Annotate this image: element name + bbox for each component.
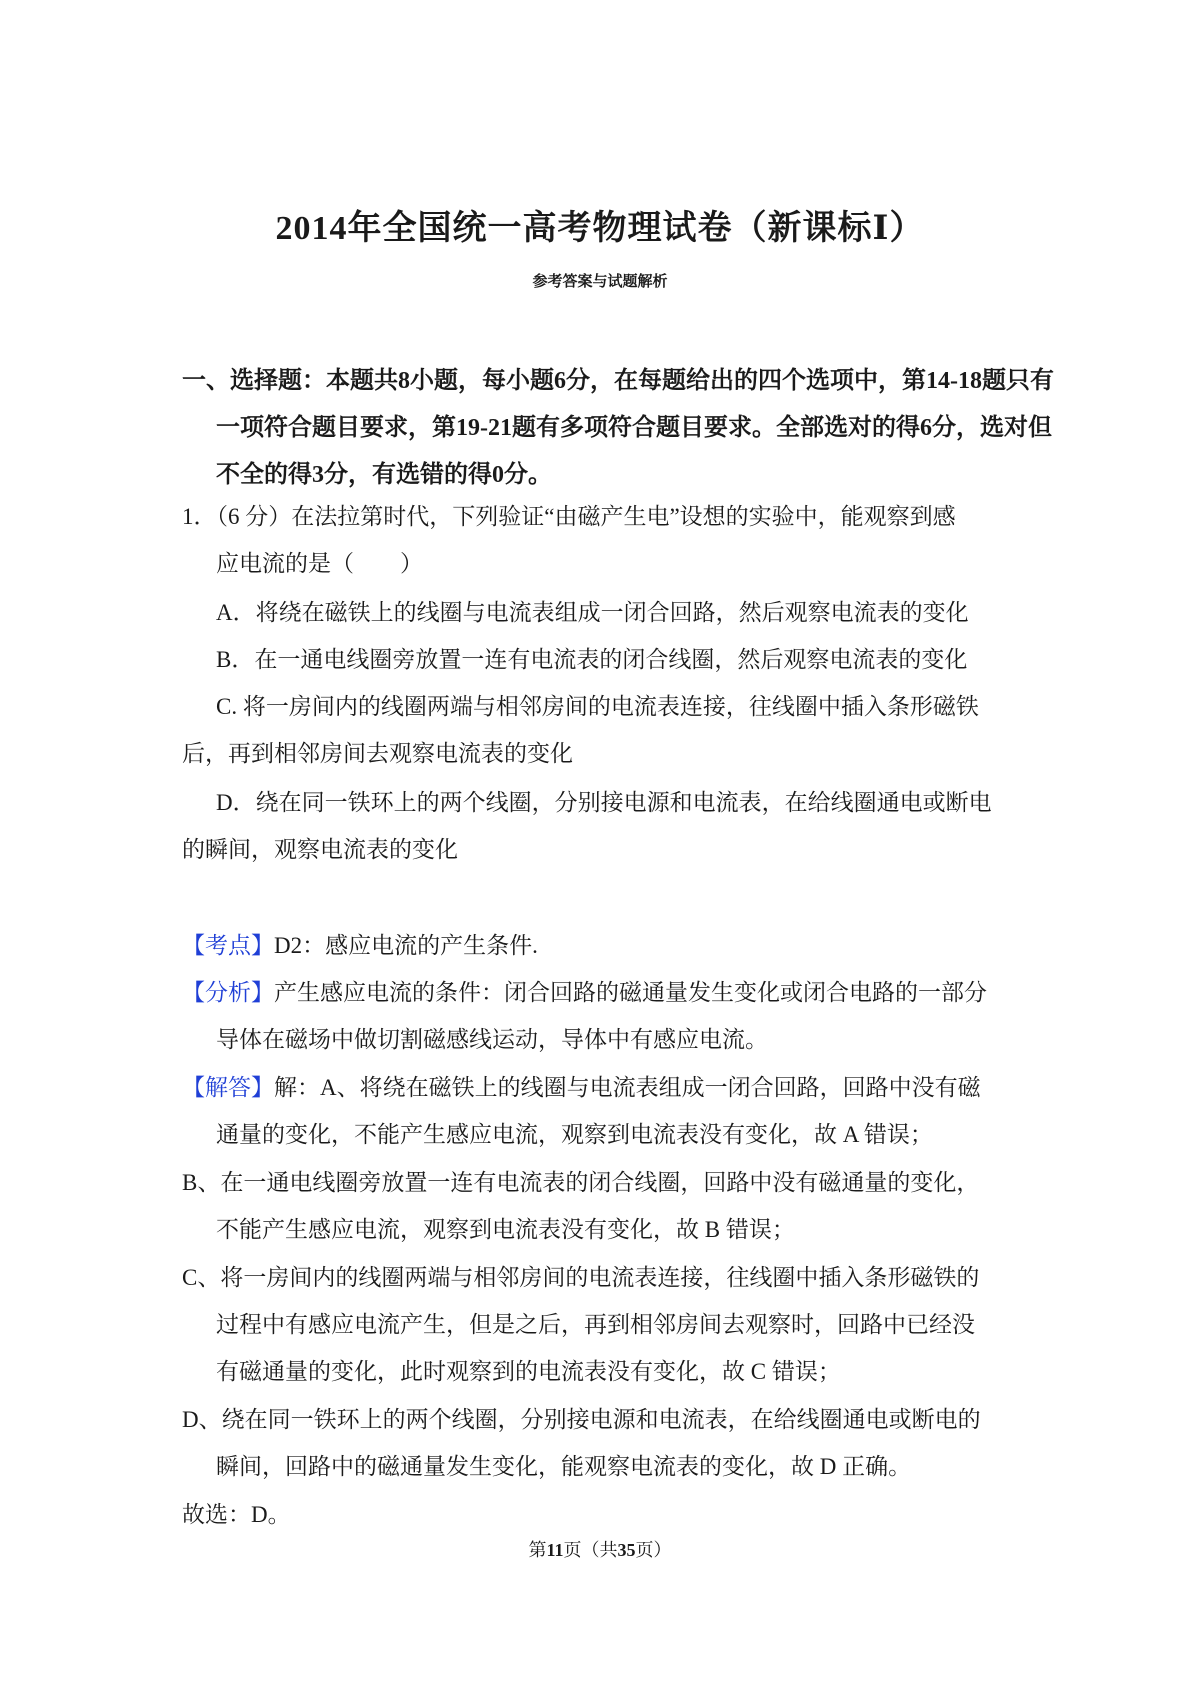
page-footer [0,1536,1200,1562]
fenxi-tag: 【分析】 [182,980,274,1005]
option-c-continuation: 后，再到相邻房间去观察电流表的变化 [182,741,573,766]
jieda-tag: 【解答】 [182,1075,274,1100]
fenxi-continuation: 导体在磁场中做切割磁感线运动，导体中有感应电流。 [216,1027,768,1052]
jieda-text: 解：A、将绕在磁铁上的线圈与电流表组成一闭合回路，回路中没有磁 [274,1075,981,1100]
footer-middle: 页（共 [563,1540,618,1560]
footer-total-pages: 35 [617,1540,636,1560]
page-subtitle: 参考答案与试题解析 [532,274,668,290]
section-heading: 一、选择题：本题共8小题，每小题6分，在每题给出的四个选项中，第14-18题只有一项符合题目要求，第19-21题有多项符合题目要求。全部选对的得6分，选对但不全的得3分，有选错的得0分。 [182,368,1054,488]
solution-d-continuation: 瞬间，回路中的磁通量发生变化，能观察电流表的变化，故 D 正确。 [216,1454,912,1479]
fenxi-text: 产生感应电流的条件：闭合回路的磁通量发生变化或闭合电路的一部分 [274,980,987,1005]
solution-c-continuation-1: 过程中有感应电流产生，但是之后，再到相邻房间去观察时，回路中已经没 [216,1312,975,1337]
jieda-continuation: 通量的变化，不能产生感应电流，观察到电流表没有变化，故 A 错误； [216,1122,933,1147]
option-a: A．将绕在磁铁上的线圈与电流表组成一闭合回路，然后观察电流表的变化 [216,600,969,625]
solution-c: C、将一房间内的线圈两端与相邻房间的电流表连接，往线圈中插入条形磁铁的 [182,1265,980,1290]
final-answer: 故选：D。 [182,1502,291,1527]
kaodian-tag: 【考点】 [182,933,274,958]
question-stem-continuation: 应电流的是（ ） [216,551,423,576]
kaodian-row [182,927,538,960]
footer-prefix: 第 [528,1540,547,1560]
option-b: B．在一通电线圈旁放置一连有电流表的闭合线圈，然后观察电流表的变化 [216,647,968,672]
solution-b: B、在一通电线圈旁放置一连有电流表的闭合线圈，回路中没有磁通量的变化， [182,1170,980,1195]
solution-c-continuation-2: 有磁通量的变化，此时观察到的电流表没有变化，故 C 错误； [216,1359,841,1384]
option-d: D．绕在同一铁环上的两个线圈，分别接电源和电流表，在给线圈通电或断电 [216,790,992,815]
footer-suffix: 页） [635,1540,672,1560]
jieda-row [182,1069,981,1102]
solution-d: D、绕在同一铁环上的两个线圈，分别接电源和电流表，在给线圈通电或断电的 [182,1407,981,1432]
option-d-continuation: 的瞬间，观察电流表的变化 [182,837,458,862]
fenxi-row [182,974,987,1007]
footer-page-number: 11 [546,1540,564,1560]
solution-b-continuation: 不能产生感应电流，观察到电流表没有变化，故 B 错误； [216,1217,795,1242]
page-title: 2014年全国统一高考物理试卷（新课标Ⅰ） [275,210,925,247]
question-stem: 1．（6 分）在法拉第时代，下列验证“由磁产生电”设想的实验中，能观察到感 [182,504,956,529]
kaodian-text: D2：感应电流的产生条件. [274,933,538,958]
option-c: C. 将一房间内的线圈两端与相邻房间的电流表连接，往线圈中插入条形磁铁 [216,694,979,719]
